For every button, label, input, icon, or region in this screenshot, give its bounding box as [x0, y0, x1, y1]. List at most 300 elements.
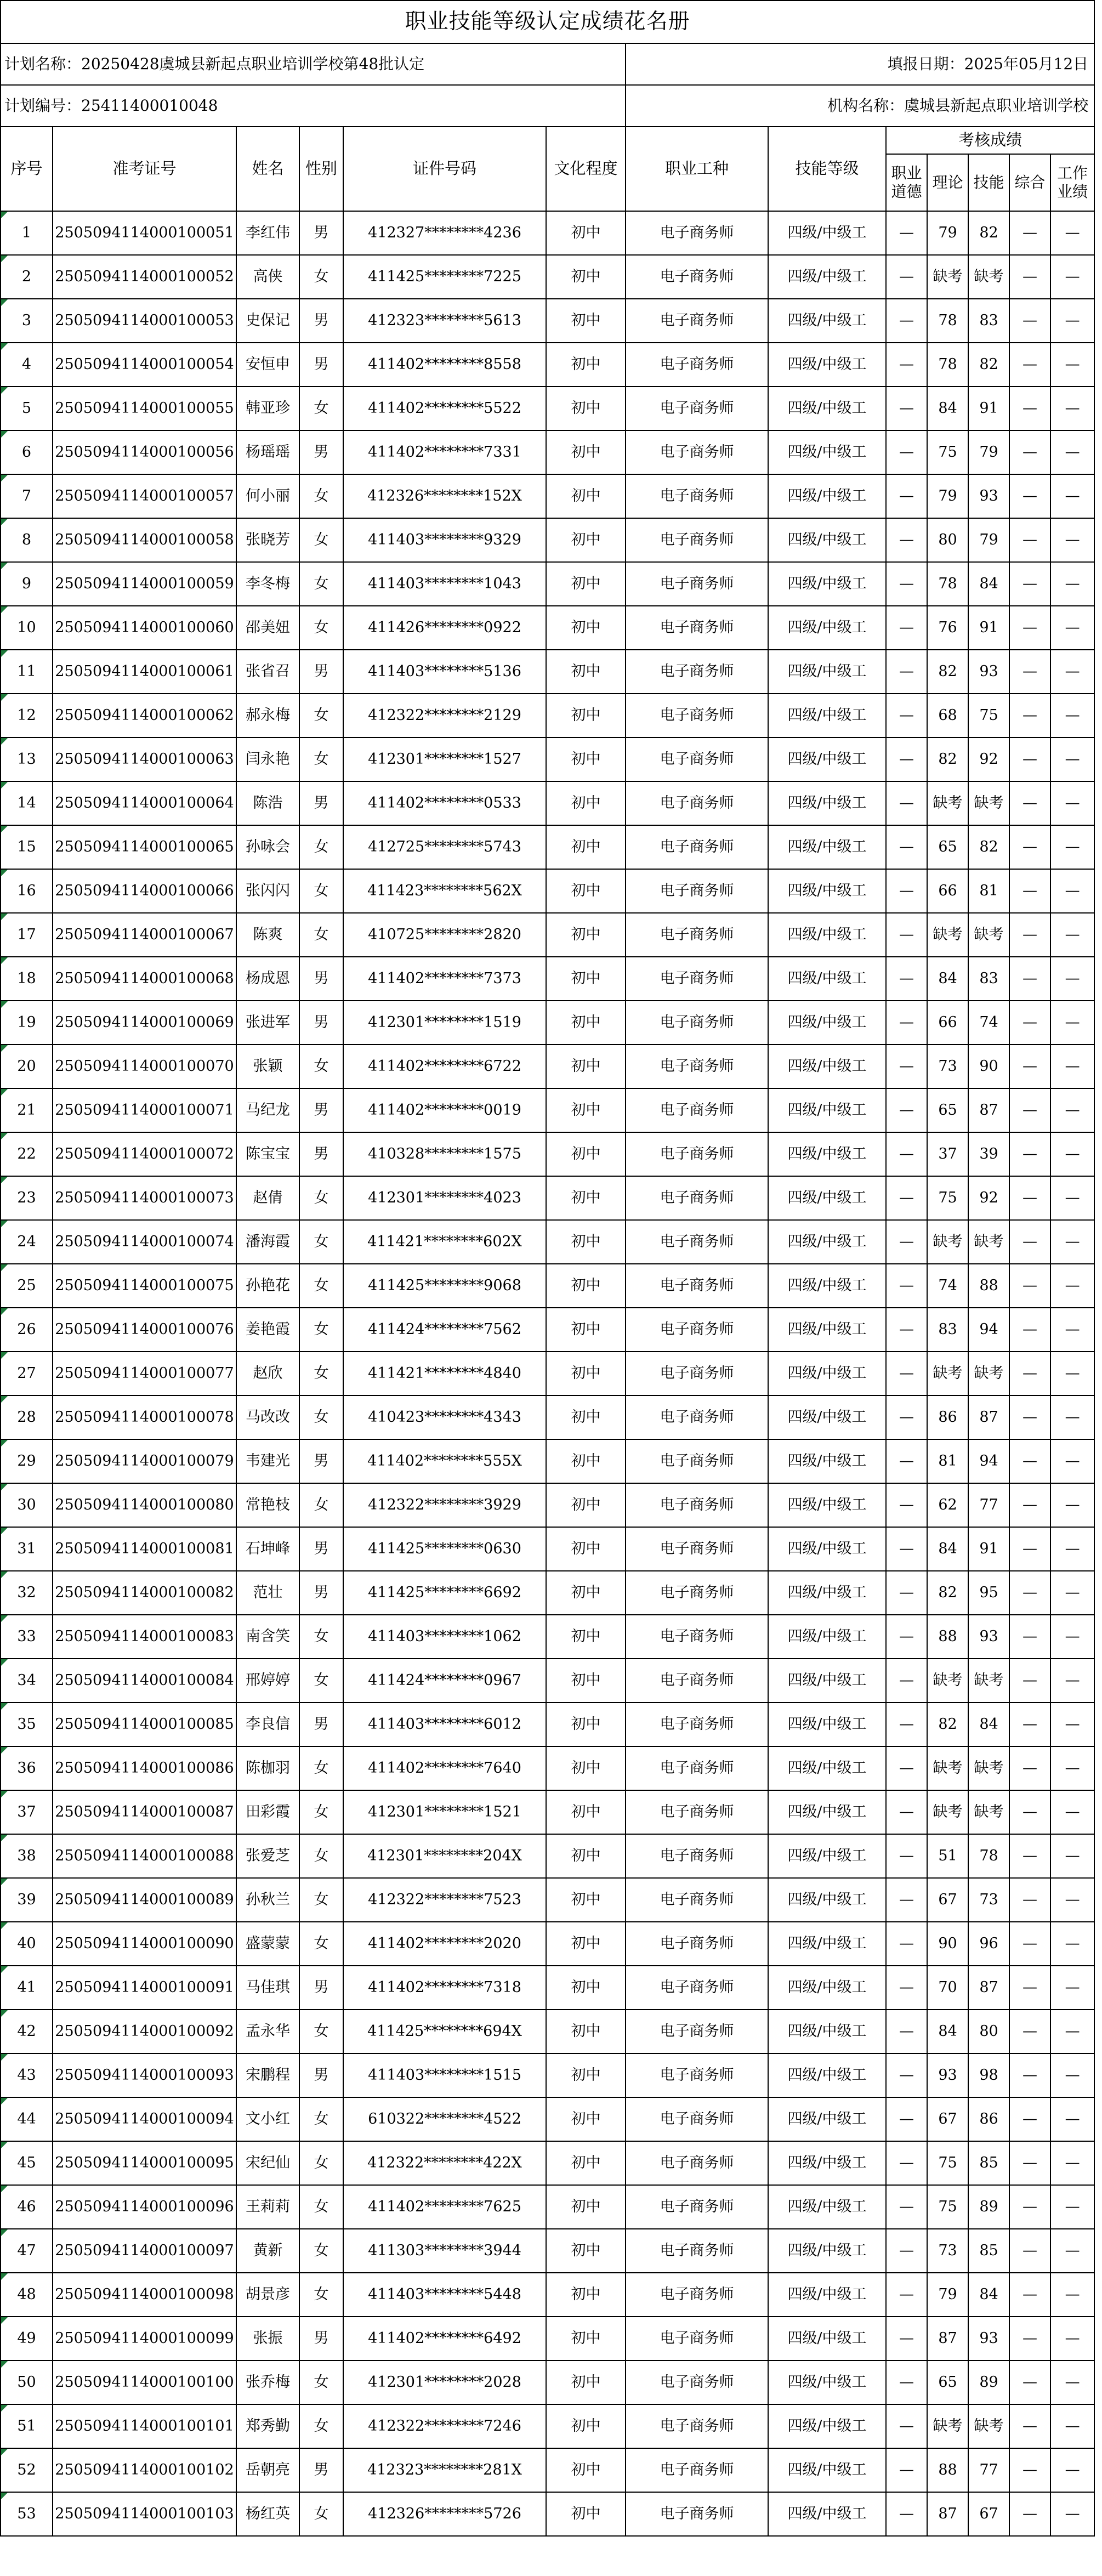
- cell-name: 文小红: [236, 2097, 299, 2141]
- cell-education: 初中: [546, 2404, 626, 2448]
- cell-education: 初中: [546, 2229, 626, 2273]
- cell-cert-id: 411403********1515: [343, 2053, 546, 2097]
- header-ethics-line2: 道德: [891, 183, 922, 201]
- cell-exam-id: 2505094114000100072: [53, 1132, 236, 1176]
- cell-exam-id: 2505094114000100093: [53, 2053, 236, 2097]
- cell-work: —: [1050, 299, 1094, 343]
- cell-gender: 女: [299, 869, 343, 913]
- cell-occupation: 电子商务师: [626, 2010, 768, 2053]
- header-level: 技能等级: [768, 127, 886, 211]
- cell-work: —: [1050, 694, 1094, 737]
- cell-marker-icon: [1, 1045, 8, 1052]
- cell-education: 初中: [546, 1001, 626, 1045]
- table-row: [1, 2185, 1094, 2229]
- cell-name: 南含笑: [236, 1615, 299, 1659]
- cell-marker-icon: [1, 1791, 8, 1797]
- cell-seq-text: 24: [17, 1233, 36, 1251]
- cell-ethics: —: [886, 299, 927, 343]
- cell-occupation: 电子商务师: [626, 211, 768, 255]
- cell-cert-id: 412323********281X: [343, 2448, 546, 2492]
- cell-comprehensive: —: [1009, 1220, 1050, 1264]
- cell-gender: 女: [299, 474, 343, 518]
- cell-exam-id: 2505094114000100055: [53, 387, 236, 430]
- cell-name: 韩亚珍: [236, 387, 299, 430]
- cell-skill: 83: [968, 957, 1009, 1001]
- cell-occupation: 电子商务师: [626, 2492, 768, 2536]
- plan-code: [1, 85, 626, 127]
- table-row: [1, 1395, 1094, 1439]
- cell-seq: [1, 1615, 53, 1659]
- cell-work: —: [1050, 1264, 1094, 1308]
- cell-occupation: 电子商务师: [626, 825, 768, 869]
- cell-comprehensive: —: [1009, 606, 1050, 650]
- cell-theory: 缺考: [927, 1746, 968, 1790]
- cell-ethics: —: [886, 606, 927, 650]
- cell-education: 初中: [546, 2141, 626, 2185]
- cell-work: —: [1050, 430, 1094, 474]
- cell-occupation: 电子商务师: [626, 650, 768, 694]
- cell-marker-icon: [1, 1484, 8, 1490]
- cell-occupation: 电子商务师: [626, 562, 768, 606]
- cell-comprehensive: —: [1009, 1483, 1050, 1527]
- cell-comprehensive: —: [1009, 474, 1050, 518]
- cell-comprehensive: —: [1009, 825, 1050, 869]
- cell-cert-id: 412725********5743: [343, 825, 546, 869]
- table-row: [1, 1088, 1094, 1132]
- cell-skill: 缺考: [968, 255, 1009, 299]
- cell-marker-icon: [1, 606, 8, 613]
- cell-name: 潘海霞: [236, 1220, 299, 1264]
- cell-work: —: [1050, 1439, 1094, 1483]
- cell-name: 闫永艳: [236, 737, 299, 781]
- cell-marker-icon: [1, 694, 8, 701]
- cell-work: —: [1050, 913, 1094, 957]
- cell-skill: 92: [968, 1176, 1009, 1220]
- cell-cert-id: 411423********562X: [343, 869, 546, 913]
- cell-seq: [1, 1264, 53, 1308]
- cell-seq: [1, 1966, 53, 2010]
- cell-name: 姜艳霞: [236, 1308, 299, 1352]
- cell-work: —: [1050, 1483, 1094, 1527]
- cell-name: 高侠: [236, 255, 299, 299]
- cell-seq-text: 37: [17, 1803, 36, 1821]
- cell-name: 邵美妞: [236, 606, 299, 650]
- cell-gender: 女: [299, 1746, 343, 1790]
- cell-education: 初中: [546, 1922, 626, 1966]
- cell-marker-icon: [1, 212, 8, 218]
- cell-seq: [1, 562, 53, 606]
- cell-gender: 女: [299, 1483, 343, 1527]
- table-row: [1, 2097, 1094, 2141]
- cell-exam-id: 2505094114000100092: [53, 2010, 236, 2053]
- cell-seq: [1, 1703, 53, 1746]
- cell-work: —: [1050, 1220, 1094, 1264]
- cell-seq-text: 21: [17, 1102, 36, 1119]
- cell-seq-text: 19: [17, 1014, 36, 1031]
- cell-work: —: [1050, 1571, 1094, 1615]
- cell-skill: 91: [968, 606, 1009, 650]
- cell-name: 史保记: [236, 299, 299, 343]
- cell-exam-id: 2505094114000100094: [53, 2097, 236, 2141]
- cell-seq-text: 22: [17, 1145, 36, 1163]
- cell-exam-id: 2505094114000100085: [53, 1703, 236, 1746]
- cell-gender: 女: [299, 2492, 343, 2536]
- cell-theory: 79: [927, 2273, 968, 2317]
- table-row: [1, 781, 1094, 825]
- cell-name: 盛蒙蒙: [236, 1922, 299, 1966]
- table-row: [1, 2010, 1094, 2053]
- table-row: [1, 2404, 1094, 2448]
- cell-gender: 女: [299, 2229, 343, 2273]
- cell-occupation: 电子商务师: [626, 2185, 768, 2229]
- cell-theory: 82: [927, 737, 968, 781]
- cell-ethics: —: [886, 1703, 927, 1746]
- cell-level: 四级/中级工: [768, 2317, 886, 2361]
- table-row: [1, 913, 1094, 957]
- cell-cert-id: 411425********0630: [343, 1527, 546, 1571]
- cell-theory: 缺考: [927, 255, 968, 299]
- cell-seq: [1, 2492, 53, 2536]
- cell-cert-id: 412322********2129: [343, 694, 546, 737]
- cell-seq-text: 40: [17, 1935, 36, 1953]
- cell-gender: 女: [299, 737, 343, 781]
- cell-theory: 73: [927, 1045, 968, 1088]
- cell-marker-icon: [1, 826, 8, 832]
- cell-work: —: [1050, 343, 1094, 387]
- cell-education: 初中: [546, 913, 626, 957]
- cell-seq: [1, 474, 53, 518]
- cell-level: 四级/中级工: [768, 211, 886, 255]
- cell-seq: [1, 2404, 53, 2448]
- cell-ethics: —: [886, 957, 927, 1001]
- table-row: [1, 1922, 1094, 1966]
- cell-seq-text: 25: [17, 1277, 36, 1295]
- cell-name: 孙咏会: [236, 825, 299, 869]
- cell-gender: 女: [299, 1834, 343, 1878]
- cell-seq: [1, 737, 53, 781]
- cell-name: 郑秀勤: [236, 2404, 299, 2448]
- cell-marker-icon: [1, 431, 8, 438]
- cell-level: 四级/中级工: [768, 2273, 886, 2317]
- cell-seq-text: 4: [21, 356, 32, 373]
- cell-ethics: —: [886, 1132, 927, 1176]
- cell-ethics: —: [886, 913, 927, 957]
- cell-exam-id: 2505094114000100087: [53, 1790, 236, 1834]
- header-gender: 性别: [299, 127, 343, 211]
- cell-seq: [1, 1045, 53, 1088]
- cell-name: 张爱芝: [236, 1834, 299, 1878]
- cell-seq-text: 9: [21, 575, 32, 593]
- cell-education: 初中: [546, 211, 626, 255]
- cell-theory: 78: [927, 562, 968, 606]
- cell-occupation: 电子商务师: [626, 1220, 768, 1264]
- cell-ethics: —: [886, 1922, 927, 1966]
- header-seq: 序号: [1, 127, 53, 211]
- cell-exam-id: 2505094114000100078: [53, 1395, 236, 1439]
- cell-exam-id: 2505094114000100099: [53, 2317, 236, 2361]
- cell-skill: 77: [968, 2448, 1009, 2492]
- cell-ethics: —: [886, 1790, 927, 1834]
- cell-seq-text: 41: [17, 1979, 36, 1996]
- plan-name-label: 计划名称：: [4, 54, 82, 73]
- cell-seq-text: 46: [17, 2198, 36, 2216]
- cell-seq-text: 31: [17, 1540, 36, 1558]
- cell-ethics: —: [886, 737, 927, 781]
- cell-seq-text: 8: [21, 531, 32, 549]
- cell-level: 四级/中级工: [768, 694, 886, 737]
- cell-gender: 女: [299, 694, 343, 737]
- cell-occupation: 电子商务师: [626, 387, 768, 430]
- cell-seq: [1, 2097, 53, 2141]
- cell-skill: 缺考: [968, 1790, 1009, 1834]
- cell-theory: 79: [927, 211, 968, 255]
- cell-theory: 缺考: [927, 1659, 968, 1703]
- cell-marker-icon: [1, 563, 8, 569]
- cell-education: 初中: [546, 694, 626, 737]
- cell-theory: 62: [927, 1483, 968, 1527]
- cell-occupation: 电子商务师: [626, 343, 768, 387]
- cell-skill: 86: [968, 2097, 1009, 2141]
- plan-name-value: 20250428虞城县新起点职业培训学校第48批认定: [81, 54, 425, 73]
- cell-marker-icon: [1, 1352, 8, 1359]
- cell-education: 初中: [546, 343, 626, 387]
- cell-name: 孙艳花: [236, 1264, 299, 1308]
- cell-seq: [1, 387, 53, 430]
- cell-comprehensive: —: [1009, 1264, 1050, 1308]
- table-row: [1, 1878, 1094, 1922]
- cell-skill: 87: [968, 1088, 1009, 1132]
- cell-theory: 75: [927, 1176, 968, 1220]
- cell-theory: 缺考: [927, 1790, 968, 1834]
- table-row: [1, 825, 1094, 869]
- table-row: [1, 1352, 1094, 1395]
- cell-gender: 男: [299, 781, 343, 825]
- cell-occupation: 电子商务师: [626, 737, 768, 781]
- cell-marker-icon: [1, 2361, 8, 2368]
- cell-ethics: —: [886, 1088, 927, 1132]
- cell-work: —: [1050, 1088, 1094, 1132]
- cell-exam-id: 2505094114000100051: [53, 211, 236, 255]
- cell-comprehensive: —: [1009, 1922, 1050, 1966]
- cell-cert-id: 412327********4236: [343, 211, 546, 255]
- cell-seq: [1, 255, 53, 299]
- cell-seq-text: 53: [17, 2505, 36, 2523]
- cell-exam-id: 2505094114000100082: [53, 1571, 236, 1615]
- cell-marker-icon: [1, 256, 8, 262]
- cell-cert-id: 411421********602X: [343, 1220, 546, 1264]
- cell-seq-text: 1: [21, 224, 32, 242]
- cell-occupation: 电子商务师: [626, 2053, 768, 2097]
- cell-name: 张乔梅: [236, 2361, 299, 2404]
- cell-work: —: [1050, 606, 1094, 650]
- cell-education: 初中: [546, 1088, 626, 1132]
- cell-name: 陈枷羽: [236, 1746, 299, 1790]
- cell-skill: 缺考: [968, 781, 1009, 825]
- cell-work: —: [1050, 518, 1094, 562]
- cell-comprehensive: —: [1009, 1966, 1050, 2010]
- cell-occupation: 电子商务师: [626, 299, 768, 343]
- cell-name: 杨瑶瑶: [236, 430, 299, 474]
- header-ethics: [886, 154, 927, 211]
- cell-level: 四级/中级工: [768, 1922, 886, 1966]
- cell-comprehensive: —: [1009, 1834, 1050, 1878]
- cell-ethics: —: [886, 211, 927, 255]
- cell-cert-id: 412322********7246: [343, 2404, 546, 2448]
- cell-seq: [1, 1176, 53, 1220]
- cell-theory: 76: [927, 606, 968, 650]
- cell-cert-id: 410725********2820: [343, 913, 546, 957]
- cell-cert-id: 412301********2028: [343, 2361, 546, 2404]
- cell-level: 四级/中级工: [768, 1001, 886, 1045]
- cell-gender: 女: [299, 1395, 343, 1439]
- cell-exam-id: 2505094114000100053: [53, 299, 236, 343]
- cell-theory: 78: [927, 299, 968, 343]
- table-row: [1, 2492, 1094, 2536]
- cell-comprehensive: —: [1009, 299, 1050, 343]
- cell-level: 四级/中级工: [768, 1834, 886, 1878]
- cell-theory: 88: [927, 1615, 968, 1659]
- cell-ethics: —: [886, 255, 927, 299]
- cell-comprehensive: —: [1009, 694, 1050, 737]
- cell-gender: 男: [299, 1571, 343, 1615]
- cell-occupation: 电子商务师: [626, 1615, 768, 1659]
- cell-gender: 女: [299, 2273, 343, 2317]
- cell-name: 李红伟: [236, 211, 299, 255]
- cell-work: —: [1050, 2053, 1094, 2097]
- cell-cert-id: 412301********1519: [343, 1001, 546, 1045]
- cell-comprehensive: —: [1009, 1615, 1050, 1659]
- cell-name: 张晓芳: [236, 518, 299, 562]
- cell-comprehensive: —: [1009, 1439, 1050, 1483]
- cell-gender: 男: [299, 1966, 343, 2010]
- table-row: [1, 1703, 1094, 1746]
- cell-seq-text: 6: [21, 444, 32, 461]
- cell-gender: 男: [299, 2317, 343, 2361]
- cell-seq: [1, 518, 53, 562]
- cell-theory: 86: [927, 1395, 968, 1439]
- table-row: [1, 2053, 1094, 2097]
- cell-occupation: 电子商务师: [626, 1922, 768, 1966]
- cell-ethics: —: [886, 694, 927, 737]
- cell-exam-id: 2505094114000100062: [53, 694, 236, 737]
- cell-marker-icon: [1, 782, 8, 788]
- cell-work: —: [1050, 211, 1094, 255]
- cell-education: 初中: [546, 1878, 626, 1922]
- cell-level: 四级/中级工: [768, 1790, 886, 1834]
- cell-gender: 男: [299, 343, 343, 387]
- report-date-label: 填报日期：: [887, 54, 964, 73]
- cell-gender: 女: [299, 913, 343, 957]
- cell-theory: 缺考: [927, 1352, 968, 1395]
- cell-occupation: 电子商务师: [626, 1264, 768, 1308]
- cell-occupation: 电子商务师: [626, 2141, 768, 2185]
- cell-education: 初中: [546, 957, 626, 1001]
- cell-ethics: —: [886, 1746, 927, 1790]
- cell-work: —: [1050, 2492, 1094, 2536]
- cell-skill: 67: [968, 2492, 1009, 2536]
- cell-work: —: [1050, 650, 1094, 694]
- cell-work: —: [1050, 825, 1094, 869]
- cell-level: 四级/中级工: [768, 1659, 886, 1703]
- cell-comprehensive: —: [1009, 2141, 1050, 2185]
- cell-name: 赵倩: [236, 1176, 299, 1220]
- cell-exam-id: 2505094114000100057: [53, 474, 236, 518]
- cell-level: 四级/中级工: [768, 869, 886, 913]
- cell-seq: [1, 1571, 53, 1615]
- cell-cert-id: 412323********5613: [343, 299, 546, 343]
- table-row: [1, 2273, 1094, 2317]
- cell-skill: 87: [968, 1966, 1009, 2010]
- cell-level: 四级/中级工: [768, 2361, 886, 2404]
- cell-seq: [1, 1527, 53, 1571]
- cell-education: 初中: [546, 2361, 626, 2404]
- cell-name: 范壮: [236, 1571, 299, 1615]
- cell-skill: 82: [968, 211, 1009, 255]
- cell-comprehensive: —: [1009, 211, 1050, 255]
- cell-seq: [1, 211, 53, 255]
- table-row: [1, 1220, 1094, 1264]
- cell-occupation: 电子商务师: [626, 430, 768, 474]
- cell-seq: [1, 825, 53, 869]
- cell-cert-id: 412322********3929: [343, 1483, 546, 1527]
- cell-occupation: 电子商务师: [626, 1527, 768, 1571]
- cell-skill: 94: [968, 1439, 1009, 1483]
- cell-ethics: —: [886, 1352, 927, 1395]
- cell-education: 初中: [546, 2448, 626, 2492]
- cell-seq: [1, 1395, 53, 1439]
- cell-education: 初中: [546, 2492, 626, 2536]
- cell-exam-id: 2505094114000100066: [53, 869, 236, 913]
- cell-work: —: [1050, 562, 1094, 606]
- cell-gender: 女: [299, 2404, 343, 2448]
- cell-name: 宋鹏程: [236, 2053, 299, 2097]
- cell-gender: 女: [299, 1308, 343, 1352]
- cell-marker-icon: [1, 1177, 8, 1183]
- cell-seq: [1, 1878, 53, 1922]
- cell-skill: 83: [968, 299, 1009, 343]
- cell-seq: [1, 430, 53, 474]
- cell-marker-icon: [1, 2186, 8, 2192]
- cell-exam-id: 2505094114000100077: [53, 1352, 236, 1395]
- table-row: [1, 2141, 1094, 2185]
- cell-comprehensive: —: [1009, 255, 1050, 299]
- cell-work: —: [1050, 2273, 1094, 2317]
- cell-ethics: —: [886, 650, 927, 694]
- table-row: [1, 343, 1094, 387]
- cell-skill: 缺考: [968, 1659, 1009, 1703]
- cell-gender: 女: [299, 1220, 343, 1264]
- header-ethics-line1: 职业: [891, 164, 922, 183]
- cell-gender: 女: [299, 2185, 343, 2229]
- cell-cert-id: 411421********4840: [343, 1352, 546, 1395]
- plan-name: [1, 43, 626, 85]
- cell-exam-id: 2505094114000100097: [53, 2229, 236, 2273]
- cell-level: 四级/中级工: [768, 1264, 886, 1308]
- cell-level: 四级/中级工: [768, 1395, 886, 1439]
- cell-level: 四级/中级工: [768, 562, 886, 606]
- cell-cert-id: 412326********5726: [343, 2492, 546, 2536]
- cell-marker-icon: [1, 1308, 8, 1315]
- cell-comprehensive: —: [1009, 1571, 1050, 1615]
- cell-comprehensive: —: [1009, 1176, 1050, 1220]
- cell-theory: 68: [927, 694, 968, 737]
- cell-occupation: 电子商务师: [626, 957, 768, 1001]
- cell-work: —: [1050, 1746, 1094, 1790]
- table-row: [1, 430, 1094, 474]
- cell-cert-id: 411403********1062: [343, 1615, 546, 1659]
- cell-cert-id: 410328********1575: [343, 1132, 546, 1176]
- cell-level: 四级/中级工: [768, 2185, 886, 2229]
